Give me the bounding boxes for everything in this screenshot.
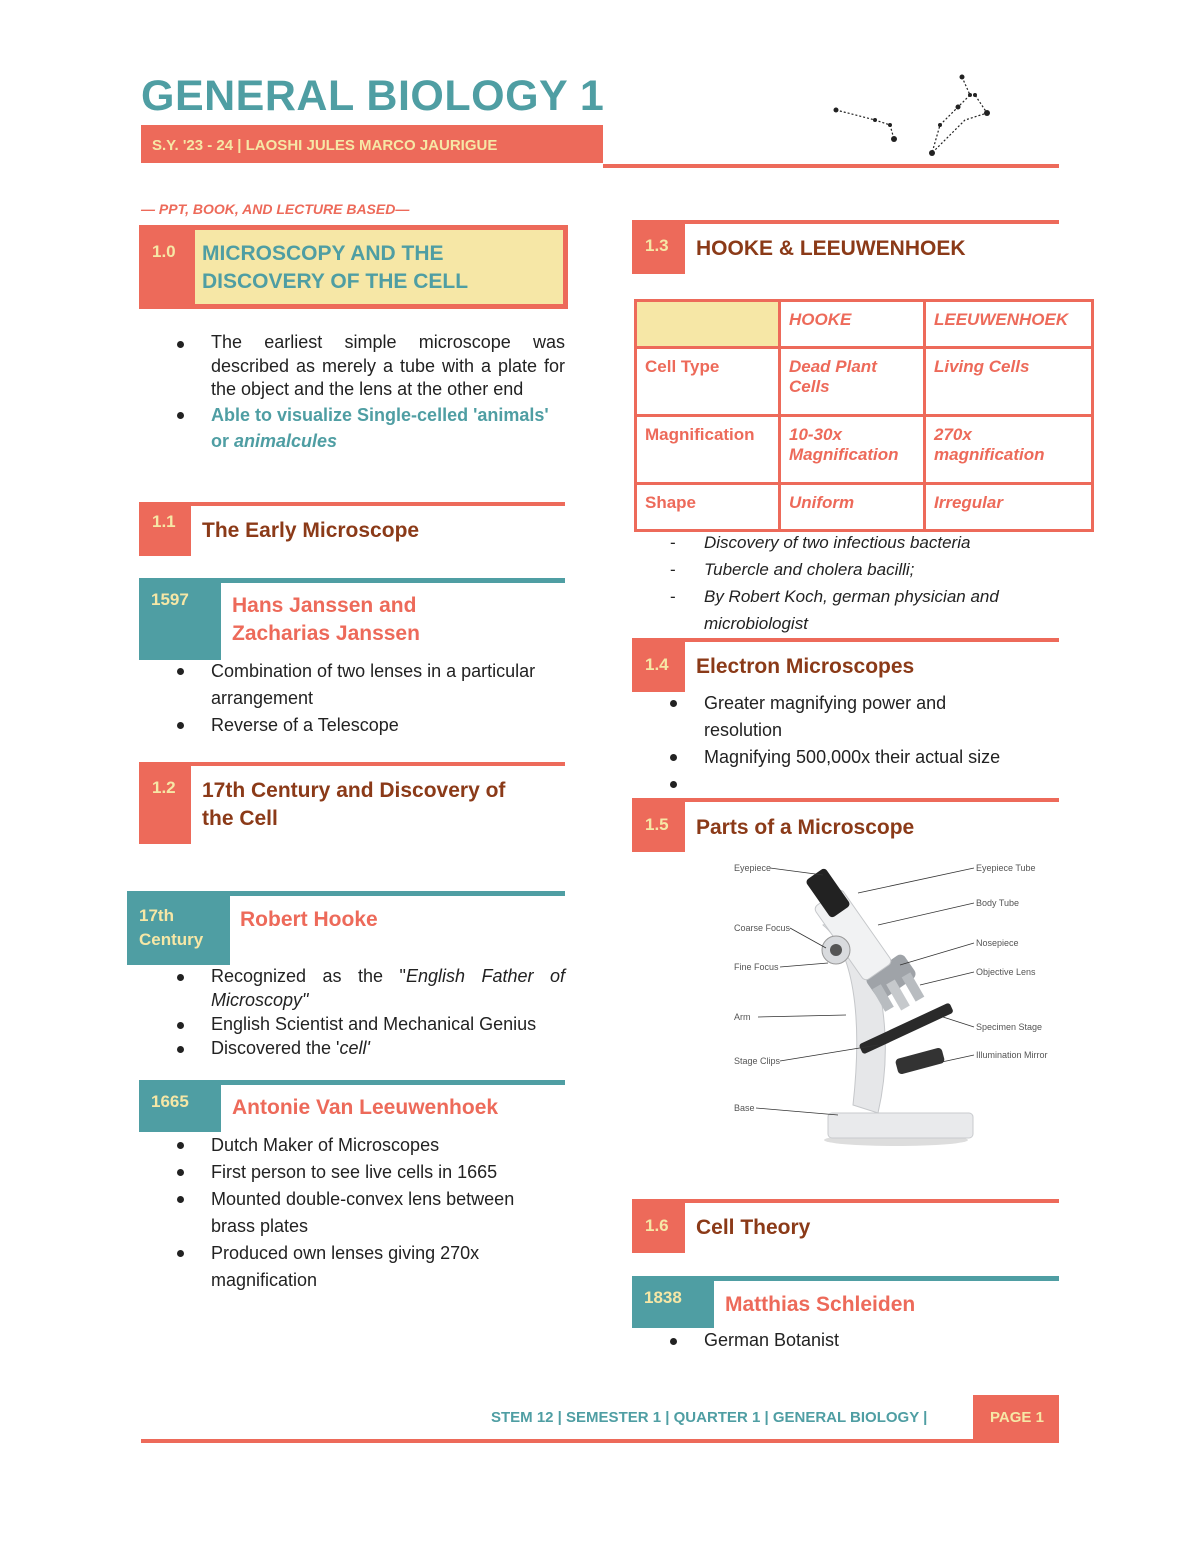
hooke-facts — [139, 964, 565, 1060]
part-label: Illumination Mirror — [976, 1050, 1048, 1060]
list-item: - Tubercle and cholera bacilli; — [632, 556, 1052, 583]
list-item: English Scientist and Mechanical Genius — [139, 1012, 565, 1036]
list-item: Discovered the 'cell' — [139, 1036, 565, 1060]
list-item: - Discovery of two infectious bacteria — [632, 529, 1052, 556]
year-badge: 1665 — [139, 1080, 221, 1132]
list-item: - By Robert Koch, german physician and microbiologist — [632, 583, 1052, 637]
document-title: GENERAL BIOLOGY 1 — [141, 72, 605, 120]
section-number: 1.5 — [632, 798, 685, 852]
part-label: Body Tube — [976, 898, 1020, 908]
list-item: Greater magnifying power and resolution — [632, 690, 1052, 744]
list-item: German Botanist — [632, 1328, 1052, 1352]
list-item: Magnifying 500,000x their actual size — [632, 744, 1052, 771]
section-title: HOOKE & LEEUWENHOEK — [696, 237, 966, 260]
section-title: 17th Century and Discovery of the Cell — [202, 779, 506, 830]
section-1-0-content — [139, 331, 565, 454]
list-item: Recognized as the "English Father of Microscopy" — [139, 964, 565, 1012]
koch-notes — [632, 529, 1052, 637]
list-item: Mounted double-convex lens between brass plates — [139, 1186, 565, 1240]
list-item: Able to visualize Single-celled 'animals' or animalcules — [139, 402, 565, 454]
table-cell: 10-30x Magnification — [780, 416, 925, 484]
list-item: Produced own lenses giving 270x magnification — [139, 1240, 565, 1294]
table-header-hooke: HOOKE — [780, 301, 925, 348]
person-name: Robert Hooke — [240, 908, 378, 931]
section-number: 1.4 — [632, 638, 685, 692]
table-row — [636, 348, 1093, 416]
part-label: Eyepiece Tube — [976, 863, 1036, 873]
section-divider — [139, 502, 565, 506]
section-number: 1.0 — [152, 242, 176, 261]
part-label: Eyepiece — [734, 863, 772, 873]
constellation-icon — [820, 65, 1000, 165]
list-item: Dutch Maker of Microscopes — [139, 1132, 565, 1159]
part-label: Fine Focus — [734, 962, 779, 972]
person-name: Matthias Schleiden — [725, 1293, 916, 1316]
section-divider — [632, 798, 1059, 802]
table-cell: Shape — [636, 484, 780, 531]
part-label: Arm — [734, 1012, 751, 1022]
part-label: Nosepiece — [976, 938, 1019, 948]
year-badge: 1838 — [632, 1276, 714, 1328]
table-cell: Uniform — [780, 484, 925, 531]
part-label: Objective Lens — [976, 967, 1036, 977]
list-item: The earliest simple microscope was described as merely a tube with a plate for the object and the lens at the other end — [139, 331, 565, 402]
table-row — [636, 416, 1093, 484]
section-title: The Early Microscope — [202, 519, 420, 542]
section-divider — [139, 762, 565, 766]
year-badge: 1597 — [139, 578, 221, 660]
section-divider — [632, 220, 1059, 224]
section-number: 1.2 — [139, 762, 191, 844]
part-label: Specimen Stage — [976, 1022, 1043, 1032]
section-title: Parts of a Microscope — [696, 816, 915, 839]
list-item: Combination of two lenses in a particular arrangement — [139, 658, 565, 712]
table-cell: 270x magnification — [925, 416, 1093, 484]
table-row — [636, 484, 1093, 531]
comparison-table — [634, 299, 1094, 532]
table-cell: Living Cells — [925, 348, 1093, 416]
footer-divider — [141, 1439, 1059, 1443]
schleiden-facts — [632, 1328, 1052, 1352]
section-divider — [632, 638, 1059, 642]
janssen-facts — [139, 658, 565, 739]
person-name: Hans Janssen and Zacharias Janssen — [232, 594, 420, 645]
section-title: Cell Theory — [696, 1216, 811, 1239]
table-cell: Cell Type — [636, 348, 780, 416]
table-cell: Magnification — [636, 416, 780, 484]
table-cell: Irregular — [925, 484, 1093, 531]
person-name: Antonie Van Leeuwenhoek — [232, 1096, 499, 1119]
section-number: 1.3 — [632, 220, 685, 274]
part-label: Base — [734, 1103, 755, 1113]
section-number: 1.6 — [632, 1199, 685, 1253]
leeuwenhoek-facts — [139, 1132, 565, 1294]
subtitle: S.Y. '23 - 24 | LAOSHI JULES MARCO JAURIGUE — [152, 137, 498, 154]
list-item: First person to see live cells in 1665 — [139, 1159, 565, 1186]
section-number: 1.1 — [139, 502, 191, 556]
tagline: — PPT, BOOK, AND LECTURE BASED— — [141, 201, 410, 217]
microscope-diagram — [728, 855, 1068, 1155]
section-title: MICROSCOPY AND THE DISCOVERY OF THE CELL — [202, 242, 469, 293]
year-badge: 17th Century — [127, 891, 230, 965]
table-cell: Dead Plant Cells — [780, 348, 925, 416]
electron-facts — [632, 690, 1052, 798]
part-label: Stage Clips — [734, 1056, 781, 1066]
table-header-leeuwenhoek: LEEUWENHOEK — [925, 301, 1093, 348]
footer-text: STEM 12 | SEMESTER 1 | QUARTER 1 | GENERAL BIOLOGY | — [491, 1409, 928, 1426]
page-number: PAGE 1 — [973, 1395, 1059, 1442]
part-label: Coarse Focus — [734, 923, 791, 933]
list-item — [632, 771, 1052, 798]
table-corner — [636, 301, 780, 348]
section-title: Electron Microscopes — [696, 655, 915, 678]
section-divider — [632, 1199, 1059, 1203]
list-item: Reverse of a Telescope — [139, 712, 565, 739]
